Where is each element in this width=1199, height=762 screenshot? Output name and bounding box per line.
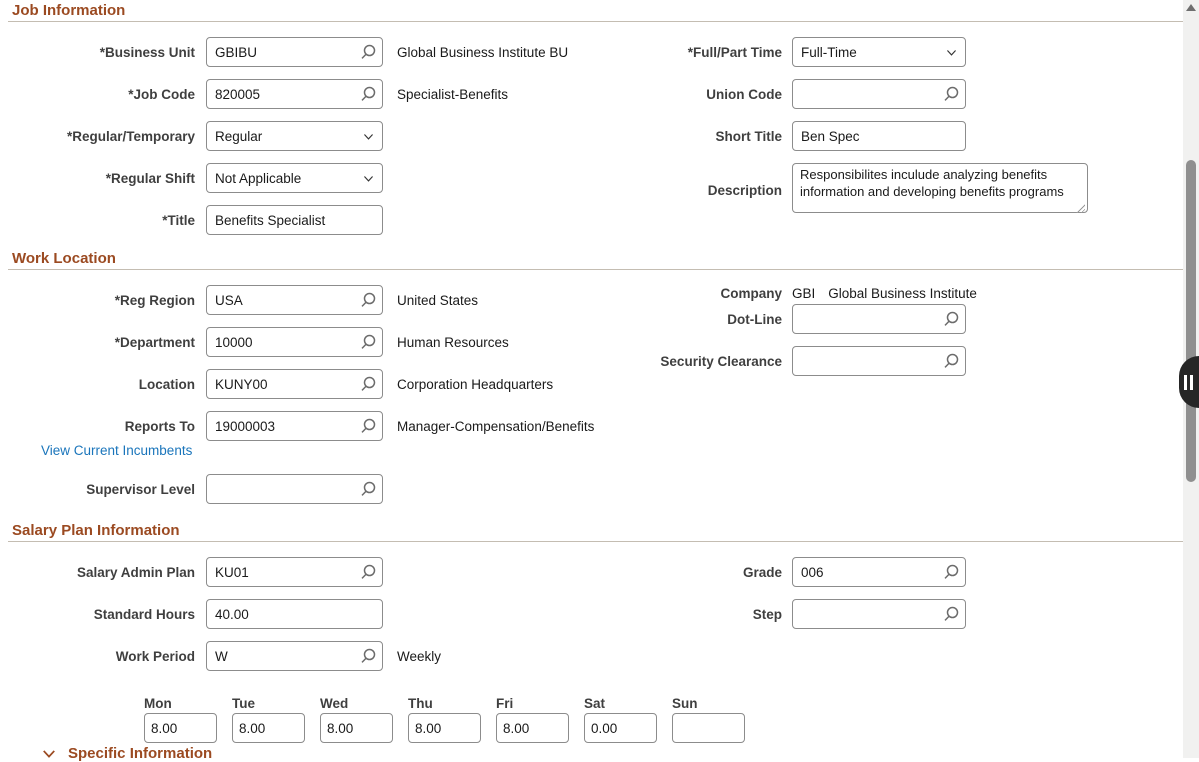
- dot-line-input[interactable]: [792, 304, 966, 334]
- hours-input-tue[interactable]: [232, 713, 305, 743]
- title-row: [0, 205, 600, 235]
- regular-shift-row: [0, 163, 600, 193]
- full-part-time-select[interactable]: [792, 37, 966, 67]
- department-row: [0, 327, 600, 357]
- business-unit-description: Global Business Institute BU: [397, 44, 569, 60]
- job-code-lookup-icon[interactable]: [360, 86, 376, 102]
- dot-line-label: Dot-Line: [727, 311, 782, 327]
- grade-lookup-icon[interactable]: [943, 564, 959, 580]
- reg-region-input[interactable]: [206, 285, 383, 315]
- department-description: Human Resources: [397, 334, 509, 350]
- description-row: [600, 163, 1185, 218]
- grade-input[interactable]: [792, 557, 966, 587]
- full-part-time-label: *Full/Part Time: [687, 44, 782, 60]
- day-label-sat: Sat: [584, 696, 606, 711]
- location-description: Corporation Headquarters: [397, 376, 554, 392]
- job-information-heading: Job Information: [8, 0, 1185, 22]
- standard-hours-label: Standard Hours: [93, 606, 195, 622]
- location-lookup-icon[interactable]: [360, 376, 376, 392]
- work-location-heading: Work Location: [8, 248, 1185, 270]
- specific-information-toggle[interactable]: [42, 745, 1185, 762]
- salary-admin-plan-input[interactable]: [206, 557, 383, 587]
- union-code-row: [600, 79, 1185, 109]
- salary-plan-heading: Salary Plan Information: [8, 520, 1185, 542]
- company-name: Global Business Institute: [828, 285, 977, 301]
- step-label: Step: [752, 606, 782, 622]
- hours-input-sat[interactable]: [584, 713, 657, 743]
- grade-label: Grade: [742, 564, 782, 580]
- section-job-information: [0, 0, 1185, 247]
- section-work-location: [0, 248, 1185, 516]
- step-row: [600, 599, 1185, 629]
- salary-admin-plan-lookup-icon[interactable]: [360, 564, 376, 580]
- day-column-sat: [584, 696, 657, 743]
- supervisor-level-row: [0, 474, 600, 504]
- reports-to-label: Reports To: [124, 418, 195, 434]
- day-column-fri: [496, 696, 569, 743]
- job-code-description: Specialist-Benefits: [397, 86, 509, 102]
- department-label: *Department: [114, 334, 195, 350]
- day-label-thu: Thu: [408, 696, 433, 711]
- chevron-down-icon: [42, 747, 56, 761]
- business-unit-label: *Business Unit: [99, 44, 195, 60]
- salary-admin-plan-label: Salary Admin Plan: [76, 564, 195, 580]
- job-code-row: [0, 79, 600, 109]
- location-row: [0, 369, 600, 399]
- step-input[interactable]: [792, 599, 966, 629]
- supervisor-level-lookup-icon[interactable]: [360, 481, 376, 497]
- reg-region-description: United States: [397, 292, 479, 308]
- day-label-sun: Sun: [672, 696, 698, 711]
- day-label-wed: Wed: [320, 696, 349, 711]
- pause-bars-icon: [1184, 375, 1193, 390]
- reports-to-row: [0, 411, 600, 441]
- company-code: GBI: [792, 285, 816, 301]
- work-period-lookup-icon[interactable]: [360, 648, 376, 664]
- title-input[interactable]: [206, 205, 383, 235]
- security-clearance-lookup-icon[interactable]: [943, 353, 959, 369]
- description-label: Description: [707, 183, 782, 198]
- business-unit-input[interactable]: [206, 37, 383, 67]
- section-specific-information: [0, 745, 1185, 762]
- regular-shift-value: Not Applicable: [215, 170, 302, 186]
- union-code-input[interactable]: [792, 79, 966, 109]
- supervisor-level-label: Supervisor Level: [86, 481, 195, 497]
- standard-hours-row: [0, 599, 600, 629]
- security-clearance-label: Security Clearance: [660, 353, 782, 369]
- security-clearance-input[interactable]: [792, 346, 966, 376]
- reg-region-lookup-icon[interactable]: [360, 292, 376, 308]
- weekly-hours-grid: [144, 696, 1185, 743]
- hours-input-wed[interactable]: [320, 713, 393, 743]
- chevron-down-icon: [362, 130, 375, 143]
- union-code-lookup-icon[interactable]: [943, 86, 959, 102]
- hours-input-thu[interactable]: [408, 713, 481, 743]
- standard-hours-input[interactable]: [206, 599, 383, 629]
- short-title-input[interactable]: [792, 121, 966, 151]
- view-current-incumbents-link[interactable]: View Current Incumbents: [41, 443, 193, 458]
- short-title-row: [600, 121, 1185, 151]
- job-code-label: *Job Code: [128, 86, 195, 102]
- step-lookup-icon[interactable]: [943, 606, 959, 622]
- short-title-label: Short Title: [715, 128, 782, 144]
- day-column-thu: [408, 696, 481, 743]
- day-column-mon: [144, 696, 217, 743]
- work-period-input[interactable]: [206, 641, 383, 671]
- work-period-row: [0, 641, 600, 671]
- company-row: [600, 285, 1185, 301]
- regular-shift-label: *Regular Shift: [105, 170, 195, 186]
- full-part-time-value: Full-Time: [801, 44, 857, 60]
- department-input[interactable]: [206, 327, 383, 357]
- company-label: Company: [720, 285, 782, 301]
- supervisor-level-input[interactable]: [206, 474, 383, 504]
- scrollbar-thumb[interactable]: [1186, 160, 1196, 482]
- location-input[interactable]: [206, 369, 383, 399]
- salary-admin-plan-row: [0, 557, 600, 587]
- hours-input-fri[interactable]: [496, 713, 569, 743]
- grade-row: [600, 557, 1185, 587]
- description-textarea[interactable]: [792, 163, 1088, 213]
- reports-to-lookup-icon[interactable]: [360, 418, 376, 434]
- job-code-input[interactable]: [206, 79, 383, 109]
- regular-temporary-value: Regular: [215, 128, 263, 144]
- business-unit-lookup-icon[interactable]: [360, 44, 376, 60]
- reports-to-description: Manager-Compensation/Benefits: [397, 418, 595, 434]
- hours-input-mon[interactable]: [144, 713, 217, 743]
- union-code-label: Union Code: [706, 86, 782, 102]
- business-unit-row: [0, 37, 600, 67]
- chevron-down-icon: [362, 172, 375, 185]
- day-label-fri: Fri: [496, 696, 514, 711]
- reg-region-label: *Reg Region: [114, 292, 195, 308]
- work-period-description: Weekly: [397, 648, 442, 664]
- regular-temporary-label: *Regular/Temporary: [66, 128, 195, 144]
- day-column-wed: [320, 696, 393, 743]
- day-label-tue: Tue: [232, 696, 255, 711]
- regular-temporary-row: [0, 121, 600, 151]
- title-label: *Title: [162, 212, 195, 228]
- reg-region-row: [0, 285, 600, 315]
- scroll-up-arrow-icon[interactable]: [1186, 4, 1196, 11]
- day-column-tue: [232, 696, 305, 743]
- full-part-time-row: [600, 37, 1185, 67]
- hours-input-sun[interactable]: [672, 713, 745, 743]
- regular-shift-select[interactable]: [206, 163, 383, 193]
- regular-temporary-select[interactable]: [206, 121, 383, 151]
- specific-information-heading: Specific Information: [68, 745, 213, 762]
- location-label: Location: [138, 376, 195, 392]
- reports-to-input[interactable]: [206, 411, 383, 441]
- day-label-mon: Mon: [144, 696, 172, 711]
- chevron-down-icon: [945, 46, 958, 59]
- work-period-label: Work Period: [115, 648, 195, 664]
- security-clearance-row: [600, 346, 1185, 376]
- department-lookup-icon[interactable]: [360, 334, 376, 350]
- dot-line-row: [600, 304, 1185, 334]
- day-column-sun: [672, 696, 745, 743]
- section-salary-plan: [0, 520, 1185, 743]
- dot-line-lookup-icon[interactable]: [943, 311, 959, 327]
